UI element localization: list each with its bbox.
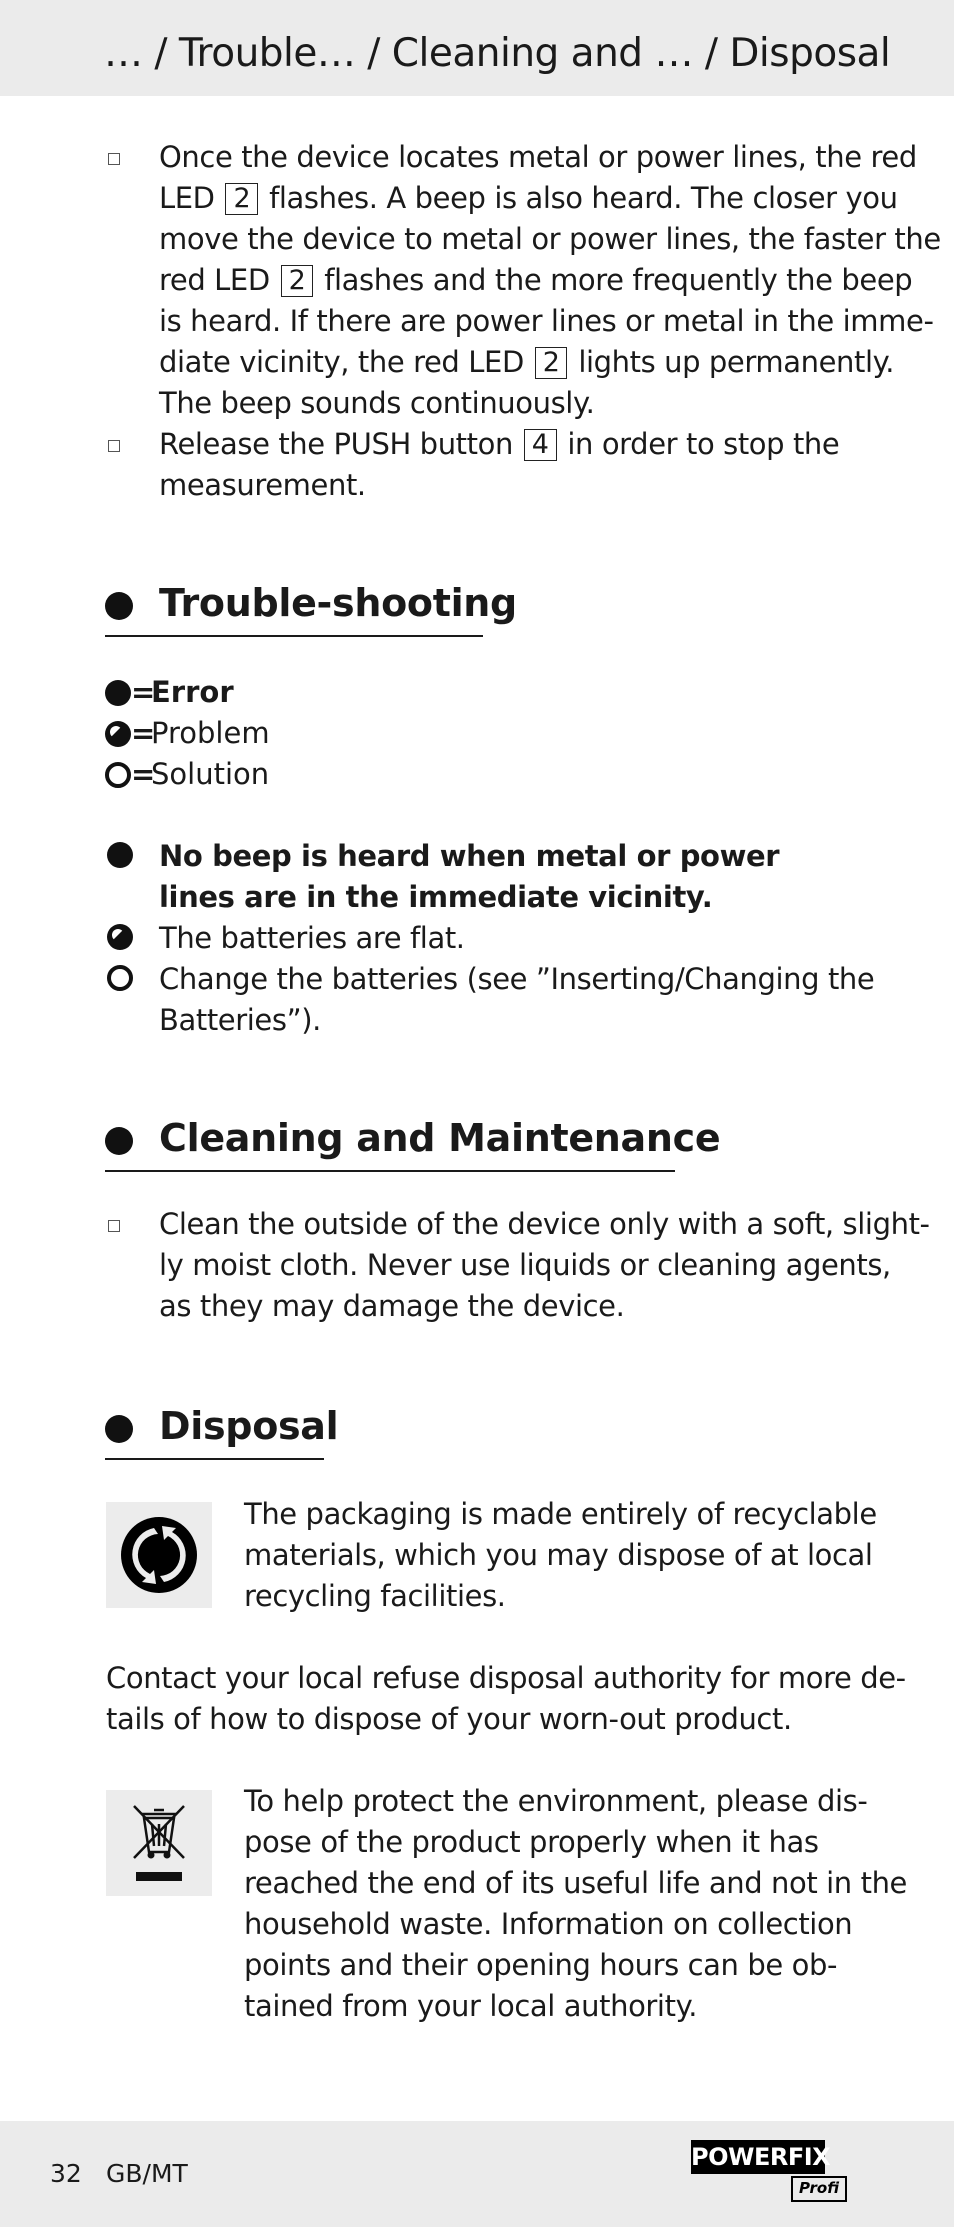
problem-description [159, 918, 859, 959]
text-fragment: flashes. A beep is also heard. The closer you [269, 181, 898, 215]
text-line: lines are in the immediate vicinity. [159, 880, 713, 914]
text-line: tails of how to dispose of your worn-out product. [106, 1702, 792, 1736]
text-line: move the device to metal or power lines, the faster the [159, 222, 941, 256]
problem-symbol-icon [105, 721, 131, 747]
page-header-title: … / Trouble… / Cleaning and … / Disposal [104, 31, 891, 76]
contact-authority-info [106, 1658, 906, 1740]
text-line: Clean the outside of the device only with a soft, slight- [159, 1207, 930, 1241]
text-fragment: diate vicinity, the red LED [159, 345, 524, 379]
text-fragment: red LED [159, 263, 270, 297]
text-line: Change the batteries (see ”Inserting/Changing the [159, 962, 875, 996]
led-reference-number: 2 [535, 347, 568, 379]
text-line [159, 342, 895, 383]
text-line: pose of the product properly when it has [244, 1825, 819, 1859]
problem-symbol-icon [107, 924, 133, 950]
error-description [159, 836, 859, 918]
section-bullet-icon [105, 1415, 133, 1443]
environment-disposal-info [244, 1781, 944, 2027]
section-bullet-icon [105, 592, 133, 620]
text-line: ly moist cloth. Never use liquids or cleaning agents, [159, 1248, 891, 1282]
led-reference-number: 2 [225, 183, 258, 215]
text-fragment: LED [159, 181, 215, 215]
region-code: GB/MT [106, 2159, 188, 2188]
solution-description [159, 959, 875, 1041]
square-bullet-icon [108, 1220, 120, 1232]
led-reference-number: 2 [281, 265, 314, 297]
text-line: recycling facilities. [244, 1579, 506, 1613]
text-line: points and their opening hours can be ob- [244, 1948, 838, 1982]
disposal-heading [105, 1400, 339, 1460]
logo-subline: Profi [791, 2176, 847, 2202]
section-title: Trouble-shooting [159, 581, 517, 625]
crossed-out-wheelie-bin-icon [106, 1790, 212, 1896]
text-line: materials, which you may dispose of at local [244, 1538, 873, 1572]
legend-problem [105, 713, 270, 754]
legend-label: Error [151, 675, 234, 709]
cleaning-instructions [159, 1204, 930, 1327]
legend-label: Solution [151, 757, 270, 791]
page-number: 32 [50, 2159, 82, 2188]
text-line: Contact your local refuse disposal authority for more de- [106, 1661, 906, 1695]
text-line: Batteries”). [159, 1003, 321, 1037]
section-bullet-icon [105, 1127, 133, 1155]
text-line: The packaging is made entirely of recyclable [244, 1497, 877, 1531]
push-button-reference-number: 4 [524, 429, 557, 461]
section-title: Disposal [159, 1404, 339, 1448]
green-dot-recycling-icon [106, 1502, 212, 1608]
troubleshooting-heading [105, 577, 517, 637]
error-symbol-icon [107, 842, 133, 868]
text-fragment: Release the PUSH button [159, 427, 513, 461]
section-title: Cleaning and Maintenance [159, 1116, 721, 1160]
cleaning-heading [105, 1112, 721, 1172]
legend-solution [105, 754, 269, 795]
powerfix-logo [691, 2140, 847, 2200]
intro-item-2 [159, 424, 859, 506]
logo-wordmark: POWERFIX [691, 2140, 825, 2174]
legend-error [105, 672, 234, 713]
text-line: tained from your local authority. [244, 1989, 698, 2023]
text-line [159, 178, 898, 219]
text-line: is heard. If there are power lines or metal in the imme- [159, 304, 934, 338]
text-line: reached the end of its useful life and not in the [244, 1866, 907, 1900]
text-line: as they may damage the device. [159, 1289, 625, 1323]
square-bullet-icon [108, 440, 120, 452]
packaging-info [244, 1494, 944, 1617]
text-line [159, 424, 859, 465]
square-bullet-icon [108, 153, 120, 165]
equals-sign: = [131, 675, 156, 709]
text-line: measurement. [159, 468, 366, 502]
text-fragment: lights up permanently. [578, 345, 895, 379]
equals-sign: = [131, 716, 156, 750]
text-fragment: in order to stop the [567, 427, 840, 461]
equals-sign: = [131, 757, 156, 791]
text-fragment: flashes and the more frequently the beep [324, 263, 913, 297]
solution-symbol-icon [107, 965, 133, 991]
text-line: To help protect the environment, please dis- [244, 1784, 868, 1818]
text-line: Once the device locates metal or power lines, the red [159, 140, 917, 174]
legend-label: Problem [151, 716, 270, 750]
solution-symbol-icon [105, 762, 131, 788]
text-line: The beep sounds continuously. [159, 386, 595, 420]
text-line: household waste. Information on collection [244, 1907, 853, 1941]
error-symbol-icon [105, 680, 131, 706]
text-line: The batteries are flat. [159, 921, 465, 955]
text-line [159, 260, 913, 301]
text-line: No beep is heard when metal or power [159, 839, 780, 873]
intro-item-1 [159, 137, 941, 424]
